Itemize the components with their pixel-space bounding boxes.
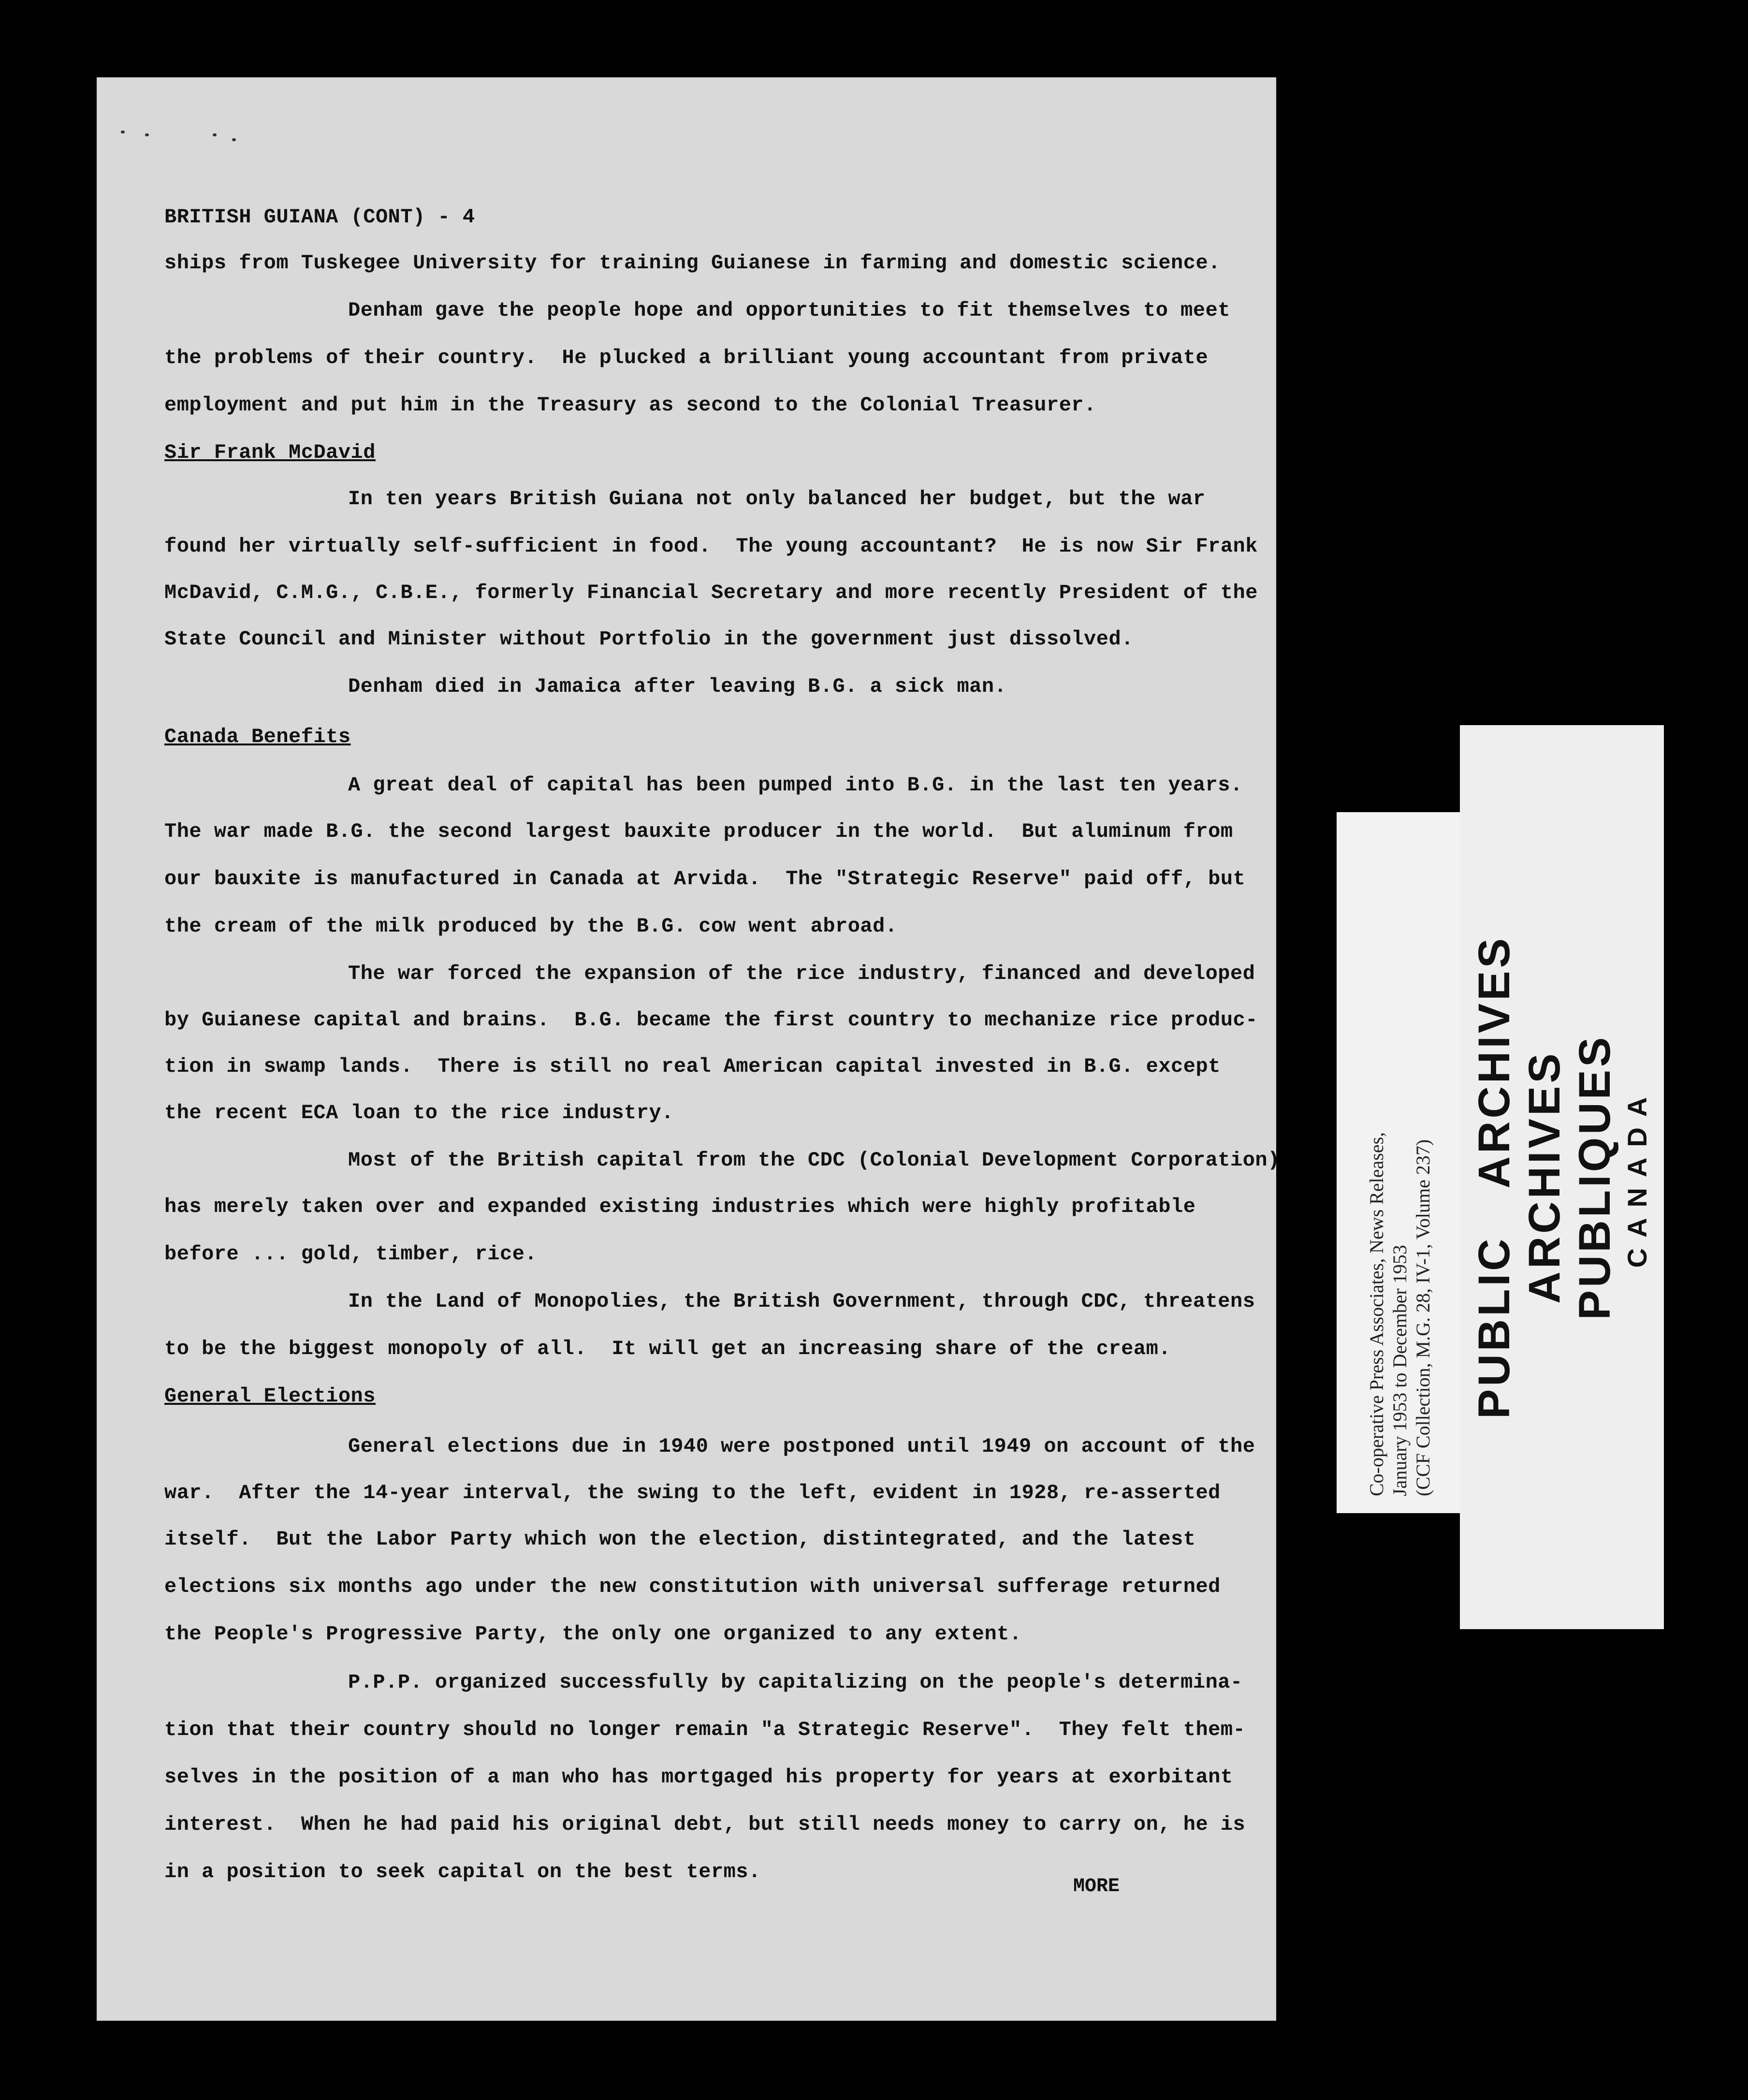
document-page [97, 77, 1280, 2021]
section-heading: Sir Frank McDavid [164, 441, 376, 464]
document-header: BRITISH GUIANA (CONT) - 4 [164, 205, 475, 229]
text-line: tion that their country should no longer remain "a Strategic Reserve". They felt them- [164, 1718, 1246, 1741]
scan-mark [213, 133, 217, 136]
text-line: the problems of their country. He plucked a brilliant young accountant from private [164, 346, 1209, 369]
text-line: Denham died in Jamaica after leaving B.G. a sick man. [348, 675, 1007, 698]
text-line: found her virtually self-sufficient in food. The young accountant? He is now Sir Frank [164, 535, 1258, 558]
archive-label-line: (CCF Collection, M.G. 28, IV-1, Volume 237) [1412, 1139, 1434, 1496]
text-line: General elections due in 1940 were postponed until 1949 on account of the [348, 1435, 1255, 1458]
text-line: Most of the British capital from the CDC (Colonial Development Corporation) [348, 1149, 1280, 1172]
text-line: The war made B.G. the second largest bauxite producer in the world. But aluminum from [164, 820, 1233, 843]
scan-mark [145, 133, 149, 136]
scan-mark [121, 131, 125, 133]
text-line: itself. But the Labor Party which won the election, distintegrated, and the latest [164, 1528, 1196, 1551]
archive-label-line: January 1953 to December 1953 [1389, 1245, 1411, 1496]
text-line: in a position to seek capital on the best terms. [164, 1860, 761, 1883]
text-line: our bauxite is manufactured in Canada at Arvida. The "Strategic Reserve" paid off, but [164, 867, 1246, 890]
stamp-line: ARCHIVES PUBLIQUES [1520, 1034, 1619, 1320]
text-line: selves in the position of a man who has mortgaged his property for years at exorbitant [164, 1765, 1233, 1789]
text-line: ships from Tuskegee University for training Guianese in farming and domestic science. [164, 251, 1221, 275]
stamp-line: PUBLIC ARCHIVES [1470, 935, 1519, 1419]
text-line: A great deal of capital has been pumped into B.G. in the last ten years. [348, 773, 1243, 797]
text-line: employment and put him in the Treasury as second to the Colonial Treasurer. [164, 394, 1096, 417]
text-line: In the Land of Monopolies, the British Government, through CDC, threatens [348, 1290, 1255, 1313]
archive-label-line: Co-operative Press Associates, News Releases, [1366, 1132, 1387, 1496]
archive-label-text [1365, 829, 1435, 1496]
text-line: has merely taken over and expanded existing industries which were highly profitable [164, 1195, 1196, 1218]
archives-stamp-text [1469, 887, 1655, 1467]
section-heading: General Elections [164, 1385, 376, 1408]
text-line: interest. When he had paid his original debt, but still needs money to carry on, he is [164, 1813, 1246, 1836]
text-line: by Guianese capital and brains. B.G. became the first country to mechanize rice produc- [164, 1008, 1258, 1032]
text-line: tion in swamp lands. There is still no real American capital invested in B.G. except [164, 1055, 1221, 1078]
text-line: the recent ECA loan to the rice industry. [164, 1101, 674, 1124]
stamp-line: CANADA [1622, 1086, 1652, 1268]
section-heading: Canada Benefits [164, 725, 351, 748]
text-line: to be the biggest monopoly of all. It will get an increasing share of the cream. [164, 1337, 1171, 1360]
archives-stamp [1460, 725, 1664, 1629]
text-line: Denham gave the people hope and opportunities to fit themselves to meet [348, 299, 1230, 322]
text-line: the People's Progressive Party, the only one organized to any extent. [164, 1622, 1022, 1646]
text-line: P.P.P. organized successfully by capitalizing on the people's determina- [348, 1671, 1243, 1694]
text-line: elections six months ago under the new constitution with universal sufferage returned [164, 1575, 1221, 1598]
text-line: McDavid, C.M.G., C.B.E., formerly Financial Secretary and more recently President of the [164, 581, 1258, 604]
text-line: war. After the 14-year interval, the swing to the left, evident in 1928, re-asserted [164, 1481, 1221, 1504]
scan-mark [232, 138, 236, 141]
text-line: the cream of the milk produced by the B.G. cow went abroad. [164, 915, 898, 938]
more-marker: MORE [1073, 1876, 1120, 1897]
text-line: In ten years British Guiana not only balanced her budget, but the war [348, 487, 1206, 510]
text-line: before ... gold, timber, rice. [164, 1242, 538, 1266]
archive-label [1337, 812, 1463, 1513]
text-line: State Council and Minister without Portfolio in the government just dissolved. [164, 627, 1134, 651]
text-line: The war forced the expansion of the rice industry, financed and developed [348, 962, 1255, 985]
